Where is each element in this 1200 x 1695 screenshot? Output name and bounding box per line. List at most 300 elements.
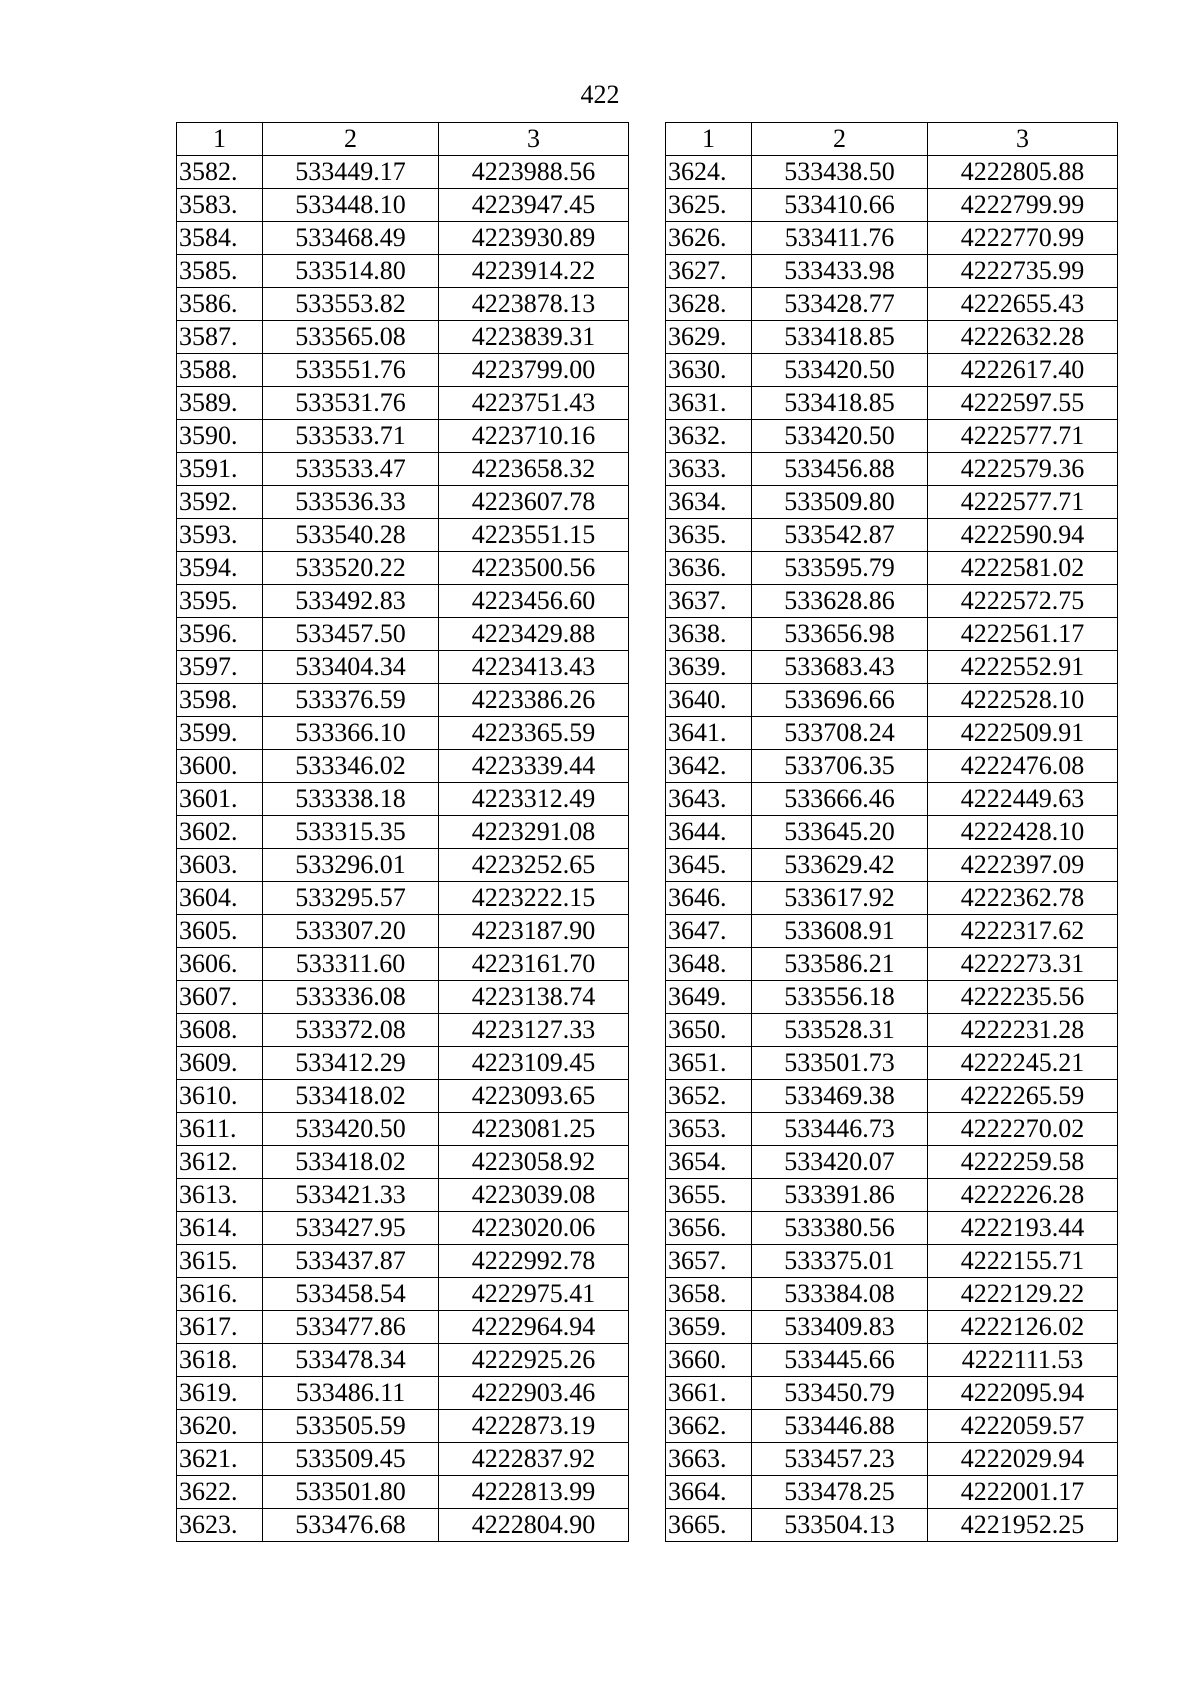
- x-coordinate-cell: 533542.87: [752, 519, 928, 552]
- point-number-cell: 3591.: [177, 453, 263, 486]
- table-row: [177, 981, 629, 1014]
- table-row: [177, 651, 629, 684]
- y-coordinate-cell: 4223930.89: [439, 222, 629, 255]
- y-coordinate-cell: 4222129.22: [928, 1278, 1118, 1311]
- table-row: [666, 420, 1118, 453]
- table-row: [177, 1146, 629, 1179]
- y-coordinate-cell: 4222804.90: [439, 1509, 629, 1542]
- point-number-cell: 3629.: [666, 321, 752, 354]
- table-row: [666, 387, 1118, 420]
- point-number-cell: 3631.: [666, 387, 752, 420]
- table-row: [666, 1476, 1118, 1509]
- y-coordinate-cell: 4222193.44: [928, 1212, 1118, 1245]
- x-coordinate-cell: 533478.34: [263, 1344, 439, 1377]
- table-row: [177, 783, 629, 816]
- point-number-cell: 3628.: [666, 288, 752, 321]
- point-number-cell: 3612.: [177, 1146, 263, 1179]
- y-coordinate-cell: 4223081.25: [439, 1113, 629, 1146]
- point-number-cell: 3582.: [177, 156, 263, 189]
- point-number-cell: 3618.: [177, 1344, 263, 1377]
- x-coordinate-cell: 533315.35: [263, 816, 439, 849]
- column-header: 2: [263, 123, 439, 156]
- point-number-cell: 3663.: [666, 1443, 752, 1476]
- y-coordinate-cell: 4222975.41: [439, 1278, 629, 1311]
- table-row: [666, 1278, 1118, 1311]
- point-number-cell: 3658.: [666, 1278, 752, 1311]
- y-coordinate-cell: 4222552.91: [928, 651, 1118, 684]
- column-header: 1: [666, 123, 752, 156]
- y-coordinate-cell: 4223093.65: [439, 1080, 629, 1113]
- x-coordinate-cell: 533617.92: [752, 882, 928, 915]
- point-number-cell: 3651.: [666, 1047, 752, 1080]
- point-number-cell: 3640.: [666, 684, 752, 717]
- x-coordinate-cell: 533456.88: [752, 453, 928, 486]
- point-number-cell: 3650.: [666, 1014, 752, 1047]
- table-row: [666, 1212, 1118, 1245]
- x-coordinate-cell: 533666.46: [752, 783, 928, 816]
- table-row: [666, 1146, 1118, 1179]
- x-coordinate-cell: 533366.10: [263, 717, 439, 750]
- table-row: [177, 222, 629, 255]
- x-coordinate-cell: 533645.20: [752, 816, 928, 849]
- x-coordinate-cell: 533338.18: [263, 783, 439, 816]
- y-coordinate-cell: 4223500.56: [439, 552, 629, 585]
- y-coordinate-cell: 4222903.46: [439, 1377, 629, 1410]
- y-coordinate-cell: 4223429.88: [439, 618, 629, 651]
- table-row: [177, 948, 629, 981]
- x-coordinate-cell: 533437.87: [263, 1245, 439, 1278]
- y-coordinate-cell: 4223020.06: [439, 1212, 629, 1245]
- table-row: [666, 1113, 1118, 1146]
- table-row: [177, 1245, 629, 1278]
- y-coordinate-cell: 4223413.43: [439, 651, 629, 684]
- point-number-cell: 3633.: [666, 453, 752, 486]
- x-coordinate-cell: 533420.50: [752, 354, 928, 387]
- y-coordinate-cell: 4222805.88: [928, 156, 1118, 189]
- table-row: [177, 255, 629, 288]
- x-coordinate-cell: 533428.77: [752, 288, 928, 321]
- point-number-cell: 3664.: [666, 1476, 752, 1509]
- table-row: [177, 189, 629, 222]
- table-row: [177, 1377, 629, 1410]
- table-header-row: [177, 123, 629, 156]
- point-number-cell: 3634.: [666, 486, 752, 519]
- x-coordinate-cell: 533628.86: [752, 585, 928, 618]
- point-number-cell: 3653.: [666, 1113, 752, 1146]
- point-number-cell: 3643.: [666, 783, 752, 816]
- table-row: [177, 354, 629, 387]
- table-row: [666, 1509, 1118, 1542]
- table-row: [177, 1443, 629, 1476]
- table-header-row: [666, 123, 1118, 156]
- y-coordinate-cell: 4222770.99: [928, 222, 1118, 255]
- point-number-cell: 3622.: [177, 1476, 263, 1509]
- x-coordinate-cell: 533520.22: [263, 552, 439, 585]
- point-number-cell: 3600.: [177, 750, 263, 783]
- point-number-cell: 3639.: [666, 651, 752, 684]
- table-row: [666, 585, 1118, 618]
- y-coordinate-cell: 4223187.90: [439, 915, 629, 948]
- y-coordinate-cell: 4223878.13: [439, 288, 629, 321]
- table-row: [177, 618, 629, 651]
- table-body: [177, 156, 629, 1542]
- y-coordinate-cell: 4223138.74: [439, 981, 629, 1014]
- x-coordinate-cell: 533586.21: [752, 948, 928, 981]
- table-row: [666, 321, 1118, 354]
- y-coordinate-cell: 4223914.22: [439, 255, 629, 288]
- x-coordinate-cell: 533492.83: [263, 585, 439, 618]
- point-number-cell: 3606.: [177, 948, 263, 981]
- table-row: [177, 585, 629, 618]
- table-row: [177, 1014, 629, 1047]
- x-coordinate-cell: 533421.33: [263, 1179, 439, 1212]
- table-row: [177, 915, 629, 948]
- x-coordinate-cell: 533346.02: [263, 750, 439, 783]
- y-coordinate-cell: 4223658.32: [439, 453, 629, 486]
- point-number-cell: 3655.: [666, 1179, 752, 1212]
- table-row: [666, 1179, 1118, 1212]
- y-coordinate-cell: 4222231.28: [928, 1014, 1118, 1047]
- point-number-cell: 3636.: [666, 552, 752, 585]
- table-row: [177, 1179, 629, 1212]
- table-row: [666, 1443, 1118, 1476]
- table-row: [177, 420, 629, 453]
- table-row: [177, 552, 629, 585]
- point-number-cell: 3605.: [177, 915, 263, 948]
- y-coordinate-cell: 4222111.53: [928, 1344, 1118, 1377]
- table-row: [177, 486, 629, 519]
- y-coordinate-cell: 4223312.49: [439, 783, 629, 816]
- table-row: [666, 1080, 1118, 1113]
- x-coordinate-cell: 533311.60: [263, 948, 439, 981]
- y-coordinate-cell: 4222155.71: [928, 1245, 1118, 1278]
- x-coordinate-cell: 533505.59: [263, 1410, 439, 1443]
- x-coordinate-cell: 533536.33: [263, 486, 439, 519]
- x-coordinate-cell: 533533.71: [263, 420, 439, 453]
- table-row: [666, 816, 1118, 849]
- point-number-cell: 3619.: [177, 1377, 263, 1410]
- point-number-cell: 3603.: [177, 849, 263, 882]
- x-coordinate-cell: 533706.35: [752, 750, 928, 783]
- x-coordinate-cell: 533457.23: [752, 1443, 928, 1476]
- point-number-cell: 3626.: [666, 222, 752, 255]
- point-number-cell: 3635.: [666, 519, 752, 552]
- x-coordinate-cell: 533418.02: [263, 1080, 439, 1113]
- x-coordinate-cell: 533384.08: [752, 1278, 928, 1311]
- point-number-cell: 3661.: [666, 1377, 752, 1410]
- x-coordinate-cell: 533450.79: [752, 1377, 928, 1410]
- table-row: [177, 717, 629, 750]
- x-coordinate-cell: 533533.47: [263, 453, 439, 486]
- y-coordinate-cell: 4222813.99: [439, 1476, 629, 1509]
- y-coordinate-cell: 4222655.43: [928, 288, 1118, 321]
- column-header: 3: [928, 123, 1118, 156]
- x-coordinate-cell: 533696.66: [752, 684, 928, 717]
- x-coordinate-cell: 533486.11: [263, 1377, 439, 1410]
- y-coordinate-cell: 4222235.56: [928, 981, 1118, 1014]
- table-row: [177, 1212, 629, 1245]
- y-coordinate-cell: 4223252.65: [439, 849, 629, 882]
- table-row: [666, 552, 1118, 585]
- point-number-cell: 3602.: [177, 816, 263, 849]
- table-row: [666, 519, 1118, 552]
- x-coordinate-cell: 533565.08: [263, 321, 439, 354]
- point-number-cell: 3644.: [666, 816, 752, 849]
- y-coordinate-cell: 4223456.60: [439, 585, 629, 618]
- point-number-cell: 3638.: [666, 618, 752, 651]
- x-coordinate-cell: 533427.95: [263, 1212, 439, 1245]
- x-coordinate-cell: 533608.91: [752, 915, 928, 948]
- point-number-cell: 3642.: [666, 750, 752, 783]
- x-coordinate-cell: 533514.80: [263, 255, 439, 288]
- point-number-cell: 3659.: [666, 1311, 752, 1344]
- table-row: [666, 1014, 1118, 1047]
- column-header: 3: [439, 123, 629, 156]
- point-number-cell: 3645.: [666, 849, 752, 882]
- point-number-cell: 3595.: [177, 585, 263, 618]
- table-row: [177, 1410, 629, 1443]
- y-coordinate-cell: 4223710.16: [439, 420, 629, 453]
- table-row: [666, 618, 1118, 651]
- table-row: [666, 849, 1118, 882]
- table-row: [177, 1344, 629, 1377]
- y-coordinate-cell: 4223947.45: [439, 189, 629, 222]
- point-number-cell: 3654.: [666, 1146, 752, 1179]
- table-row: [177, 1047, 629, 1080]
- table-row: [666, 288, 1118, 321]
- point-number-cell: 3596.: [177, 618, 263, 651]
- y-coordinate-cell: 4223109.45: [439, 1047, 629, 1080]
- point-number-cell: 3614.: [177, 1212, 263, 1245]
- table-row: [177, 1311, 629, 1344]
- y-coordinate-cell: 4222799.99: [928, 189, 1118, 222]
- y-coordinate-cell: 4222449.63: [928, 783, 1118, 816]
- y-coordinate-cell: 4222597.55: [928, 387, 1118, 420]
- x-coordinate-cell: 533708.24: [752, 717, 928, 750]
- point-number-cell: 3590.: [177, 420, 263, 453]
- table-row: [666, 222, 1118, 255]
- point-number-cell: 3611.: [177, 1113, 263, 1146]
- y-coordinate-cell: 4222273.31: [928, 948, 1118, 981]
- x-coordinate-cell: 533420.50: [752, 420, 928, 453]
- point-number-cell: 3625.: [666, 189, 752, 222]
- y-coordinate-cell: 4222226.28: [928, 1179, 1118, 1212]
- table-row: [666, 354, 1118, 387]
- point-number-cell: 3613.: [177, 1179, 263, 1212]
- point-number-cell: 3641.: [666, 717, 752, 750]
- y-coordinate-cell: 4222528.10: [928, 684, 1118, 717]
- table-row: [177, 519, 629, 552]
- table-row: [666, 1047, 1118, 1080]
- table-row: [177, 288, 629, 321]
- table-row: [177, 156, 629, 189]
- table-row: [666, 948, 1118, 981]
- y-coordinate-cell: 4223839.31: [439, 321, 629, 354]
- point-number-cell: 3657.: [666, 1245, 752, 1278]
- table-row: [666, 684, 1118, 717]
- point-number-cell: 3660.: [666, 1344, 752, 1377]
- point-number-cell: 3615.: [177, 1245, 263, 1278]
- table-row: [177, 1476, 629, 1509]
- x-coordinate-cell: 533433.98: [752, 255, 928, 288]
- point-number-cell: 3637.: [666, 585, 752, 618]
- x-coordinate-cell: 533411.76: [752, 222, 928, 255]
- x-coordinate-cell: 533478.25: [752, 1476, 928, 1509]
- y-coordinate-cell: 4222059.57: [928, 1410, 1118, 1443]
- table-row: [177, 684, 629, 717]
- x-coordinate-cell: 533531.76: [263, 387, 439, 420]
- x-coordinate-cell: 533501.80: [263, 1476, 439, 1509]
- x-coordinate-cell: 533445.66: [752, 1344, 928, 1377]
- point-number-cell: 3601.: [177, 783, 263, 816]
- table-row: [666, 255, 1118, 288]
- x-coordinate-cell: 533296.01: [263, 849, 439, 882]
- point-number-cell: 3621.: [177, 1443, 263, 1476]
- y-coordinate-cell: 4223127.33: [439, 1014, 629, 1047]
- x-coordinate-cell: 533468.49: [263, 222, 439, 255]
- point-number-cell: 3652.: [666, 1080, 752, 1113]
- x-coordinate-cell: 533458.54: [263, 1278, 439, 1311]
- point-number-cell: 3583.: [177, 189, 263, 222]
- x-coordinate-cell: 533656.98: [752, 618, 928, 651]
- x-coordinate-cell: 533372.08: [263, 1014, 439, 1047]
- table-row: [177, 453, 629, 486]
- x-coordinate-cell: 533501.73: [752, 1047, 928, 1080]
- x-coordinate-cell: 533457.50: [263, 618, 439, 651]
- y-coordinate-cell: 4222270.02: [928, 1113, 1118, 1146]
- x-coordinate-cell: 533476.68: [263, 1509, 439, 1542]
- x-coordinate-cell: 533528.31: [752, 1014, 928, 1047]
- x-coordinate-cell: 533556.18: [752, 981, 928, 1014]
- y-coordinate-cell: 4222317.62: [928, 915, 1118, 948]
- x-coordinate-cell: 533376.59: [263, 684, 439, 717]
- point-number-cell: 3647.: [666, 915, 752, 948]
- y-coordinate-cell: 4222577.71: [928, 486, 1118, 519]
- y-coordinate-cell: 4222579.36: [928, 453, 1118, 486]
- point-number-cell: 3604.: [177, 882, 263, 915]
- x-coordinate-cell: 533629.42: [752, 849, 928, 882]
- point-number-cell: 3599.: [177, 717, 263, 750]
- y-coordinate-cell: 4223339.44: [439, 750, 629, 783]
- y-coordinate-cell: 4222581.02: [928, 552, 1118, 585]
- y-coordinate-cell: 4222029.94: [928, 1443, 1118, 1476]
- y-coordinate-cell: 4223161.70: [439, 948, 629, 981]
- page-number: 422: [580, 80, 620, 109]
- column-header: 2: [752, 123, 928, 156]
- point-number-cell: 3584.: [177, 222, 263, 255]
- y-coordinate-cell: 4222873.19: [439, 1410, 629, 1443]
- point-number-cell: 3607.: [177, 981, 263, 1014]
- point-number-cell: 3610.: [177, 1080, 263, 1113]
- table-row: [177, 387, 629, 420]
- table-row: [666, 882, 1118, 915]
- table-row: [177, 1113, 629, 1146]
- table-row: [666, 1344, 1118, 1377]
- y-coordinate-cell: 4222992.78: [439, 1245, 629, 1278]
- point-number-cell: 3620.: [177, 1410, 263, 1443]
- point-number-cell: 3623.: [177, 1509, 263, 1542]
- y-coordinate-cell: 4222964.94: [439, 1311, 629, 1344]
- point-number-cell: 3608.: [177, 1014, 263, 1047]
- x-coordinate-cell: 533595.79: [752, 552, 928, 585]
- y-coordinate-cell: 4222126.02: [928, 1311, 1118, 1344]
- table-row: [666, 486, 1118, 519]
- x-coordinate-cell: 533412.29: [263, 1047, 439, 1080]
- point-number-cell: 3592.: [177, 486, 263, 519]
- coordinates-table-left: [176, 122, 629, 1542]
- y-coordinate-cell: 4223386.26: [439, 684, 629, 717]
- point-number-cell: 3586.: [177, 288, 263, 321]
- x-coordinate-cell: 533409.83: [752, 1311, 928, 1344]
- x-coordinate-cell: 533683.43: [752, 651, 928, 684]
- table-row: [666, 1410, 1118, 1443]
- x-coordinate-cell: 533418.02: [263, 1146, 439, 1179]
- y-coordinate-cell: 4222735.99: [928, 255, 1118, 288]
- y-coordinate-cell: 4222259.58: [928, 1146, 1118, 1179]
- x-coordinate-cell: 533448.10: [263, 189, 439, 222]
- point-number-cell: 3630.: [666, 354, 752, 387]
- x-coordinate-cell: 533336.08: [263, 981, 439, 1014]
- table-row: [666, 189, 1118, 222]
- x-coordinate-cell: 533391.86: [752, 1179, 928, 1212]
- table-row: [177, 882, 629, 915]
- point-number-cell: 3587.: [177, 321, 263, 354]
- y-coordinate-cell: 4221952.25: [928, 1509, 1118, 1542]
- y-coordinate-cell: 4223799.00: [439, 354, 629, 387]
- x-coordinate-cell: 533446.88: [752, 1410, 928, 1443]
- y-coordinate-cell: 4222572.75: [928, 585, 1118, 618]
- y-coordinate-cell: 4222362.78: [928, 882, 1118, 915]
- x-coordinate-cell: 533504.13: [752, 1509, 928, 1542]
- table-row: [177, 750, 629, 783]
- table-row: [666, 750, 1118, 783]
- y-coordinate-cell: 4222509.91: [928, 717, 1118, 750]
- table-row: [177, 849, 629, 882]
- x-coordinate-cell: 533438.50: [752, 156, 928, 189]
- y-coordinate-cell: 4222428.10: [928, 816, 1118, 849]
- table-row: [177, 321, 629, 354]
- table-row: [177, 1080, 629, 1113]
- y-coordinate-cell: 4222837.92: [439, 1443, 629, 1476]
- x-coordinate-cell: 533307.20: [263, 915, 439, 948]
- point-number-cell: 3597.: [177, 651, 263, 684]
- y-coordinate-cell: 4222617.40: [928, 354, 1118, 387]
- y-coordinate-cell: 4222925.26: [439, 1344, 629, 1377]
- x-coordinate-cell: 533477.86: [263, 1311, 439, 1344]
- table-body: [666, 156, 1118, 1542]
- point-number-cell: 3585.: [177, 255, 263, 288]
- y-coordinate-cell: 4223222.15: [439, 882, 629, 915]
- y-coordinate-cell: 4222561.17: [928, 618, 1118, 651]
- y-coordinate-cell: 4222476.08: [928, 750, 1118, 783]
- point-number-cell: 3656.: [666, 1212, 752, 1245]
- y-coordinate-cell: 4223291.08: [439, 816, 629, 849]
- point-number-cell: 3594.: [177, 552, 263, 585]
- point-number-cell: 3649.: [666, 981, 752, 1014]
- column-header: 1: [177, 123, 263, 156]
- x-coordinate-cell: 533418.85: [752, 321, 928, 354]
- point-number-cell: 3609.: [177, 1047, 263, 1080]
- table-row: [177, 1278, 629, 1311]
- coordinates-table-right: [665, 122, 1118, 1542]
- x-coordinate-cell: 533404.34: [263, 651, 439, 684]
- x-coordinate-cell: 533469.38: [752, 1080, 928, 1113]
- y-coordinate-cell: 4223039.08: [439, 1179, 629, 1212]
- table-row: [177, 816, 629, 849]
- table-row: [666, 651, 1118, 684]
- x-coordinate-cell: 533540.28: [263, 519, 439, 552]
- y-coordinate-cell: 4222001.17: [928, 1476, 1118, 1509]
